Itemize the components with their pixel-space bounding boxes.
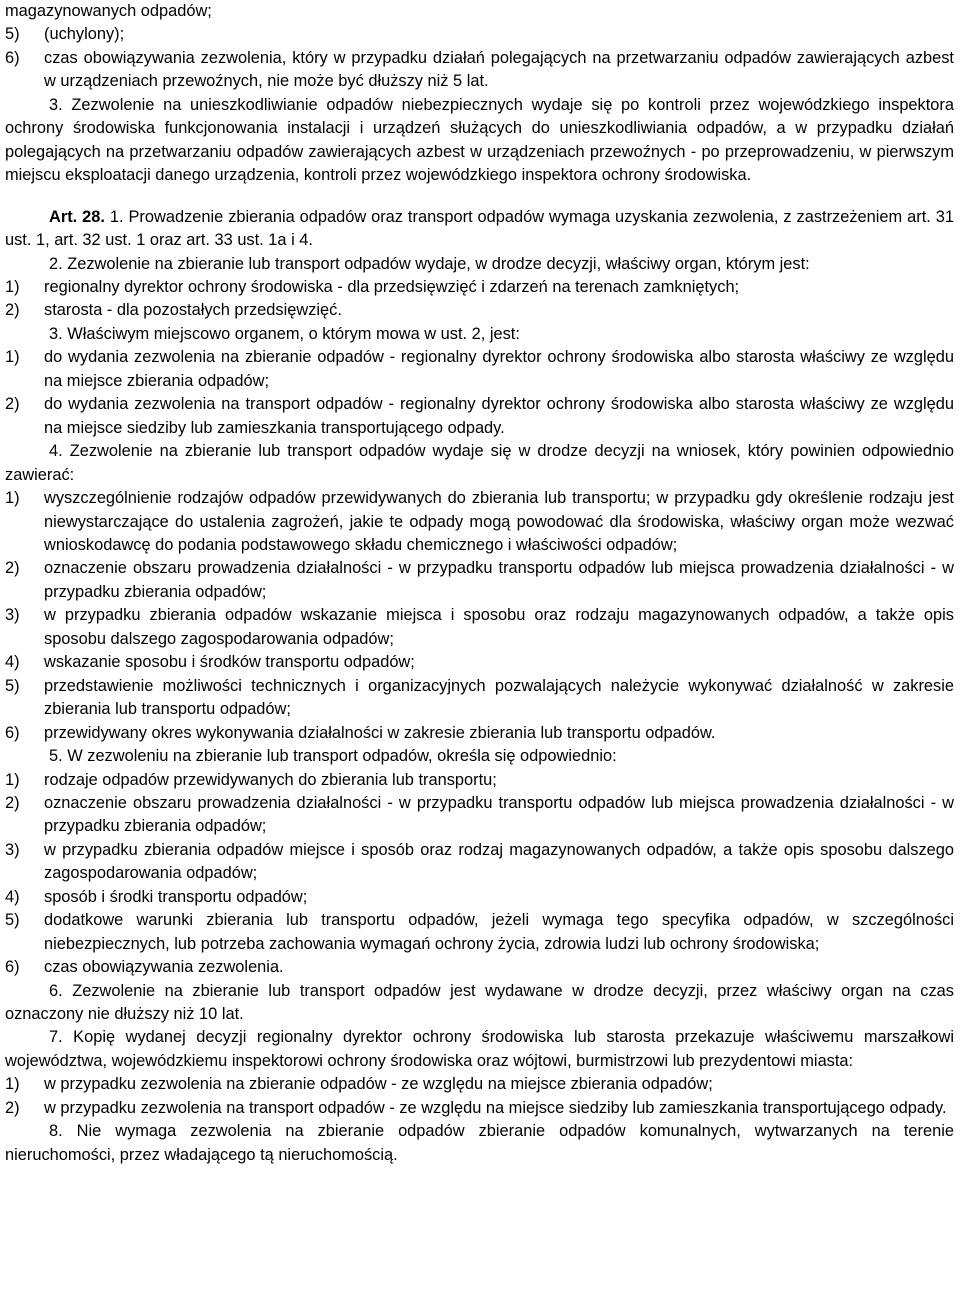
list-item — [5, 557, 954, 604]
item-text: w przypadku zbierania odpadów miejsce i sposób oraz rodzaj magazynowanych odpadów, a także opis sposobu dalszego zagospodarowania odpadów; — [44, 840, 954, 883]
item-number: 1) — [5, 277, 20, 296]
item-text: wskazanie sposobu i środków transportu odpadów; — [44, 653, 415, 672]
list-item — [5, 393, 954, 440]
list-item — [5, 839, 954, 886]
item-number: 2) — [5, 1098, 20, 1117]
item-text: sposób i środki transportu odpadów; — [44, 887, 308, 906]
item-number: 1) — [5, 770, 20, 789]
list-item — [5, 1097, 954, 1120]
list-item — [5, 299, 954, 322]
item-number: 6) — [5, 723, 20, 742]
item-number: 5) — [5, 25, 20, 44]
list-item — [5, 276, 954, 299]
list-item — [5, 47, 954, 94]
item-number: 1) — [5, 1075, 20, 1094]
item-text: regionalny dyrektor ochrony środowiska - dla przedsięwzięć i zdarzeń na terenach zamkniętych; — [44, 277, 740, 296]
item-number: 3) — [5, 840, 20, 859]
item-number: 6) — [5, 48, 20, 67]
item-number: 2) — [5, 559, 20, 578]
item-text: starosta - dla pozostałych przedsięwzięć. — [44, 301, 342, 320]
item-number: 6) — [5, 958, 20, 977]
item-text: (uchylony); — [44, 25, 125, 44]
article-28-ust-8: 8. Nie wymaga zezwolenia na zbieranie odpadów zbieranie odpadów komunalnych, wytwarzanych na terenie nieruchomości, przez władającego tą nieruchomością. — [5, 1122, 954, 1164]
article-28-ust-1 — [5, 206, 954, 253]
item-text: czas obowiązywania zezwolenia. — [44, 958, 284, 977]
list-item — [5, 675, 954, 722]
article-label: Art. 28. — [49, 207, 105, 226]
item-number: 1) — [5, 348, 20, 367]
list-item — [5, 956, 954, 979]
item-text: czas obowiązywania zezwolenia, który w przypadku działań polegających na przetwarzaniu odpadów zawierających azbest w urządzeniach przewoźnych, nie może być dłuższy niż 5 lat. — [44, 48, 954, 91]
list-item — [5, 1073, 954, 1096]
item-number: 2) — [5, 301, 20, 320]
item-number: 1) — [5, 489, 20, 508]
item-number: 2) — [5, 793, 20, 812]
item-number: 5) — [5, 676, 20, 695]
article-28-ust-6: 6. Zezwolenie na zbieranie lub transport odpadów jest wydawane w drodze decyzji, przez właściwy organ na czas oznaczony nie dłuższy niż 10 lat. — [5, 981, 954, 1024]
item-number: 4) — [5, 887, 20, 906]
item-text: oznaczenie obszaru prowadzenia działalności - w przypadku transportu odpadów lub miejsca prowadzenia działalności - w przypadku zbierania odpadów; — [44, 793, 954, 836]
item-text: przewidywany okres wykonywania działalności w zakresie zbierania lub transportu odpadów. — [44, 723, 716, 742]
article-28-ust-5: 5. W zezwoleniu na zbieranie lub transport odpadów, określa się odpowiednio: — [49, 747, 617, 766]
list-item — [5, 769, 954, 792]
article-28-ust-3: 3. Właściwym miejscowo organem, o którym mowa w ust. 2, jest: — [49, 324, 520, 343]
list-item — [5, 651, 954, 674]
article-28-ust-7: 7. Kopię wydanej decyzji regionalny dyrektor ochrony środowiska lub starosta przekazuje właściwemu marszałkowi województwa, wojewódzkiemu inspektorowi ochrony środowiska oraz wójtowi, burmistrzowi lub prezydentowi miasta: — [5, 1028, 954, 1070]
item-number: 3) — [5, 606, 20, 625]
item-text: dodatkowe warunki zbierania lub transportu odpadów, jeżeli wymaga tego specyfika odpadów, w szczególności niebezpiecznych, lub potrzeba zachowania wymagań ochrony życia, zdrowia ludzi lub ochrony środowiska; — [44, 911, 954, 953]
list-item — [5, 604, 954, 651]
item-number: 5) — [5, 911, 20, 930]
paragraph-fragment: magazynowanych odpadów; — [5, 2, 212, 20]
item-text: w przypadku zbierania odpadów wskazanie miejsca i sposobu oraz rodzaju magazynowanych odpadów, a także opis sposobu dalszego zagospodarowania odpadów; — [44, 606, 954, 648]
list-item — [5, 792, 954, 839]
paragraph-ust-3: 3. Zezwolenie na unieszkodliwianie odpadów niebezpiecznych wydaje się po kontroli przez wojewódzkiego inspektora ochrony środowiska funkcjonowania instalacji i urządzeń służących do unieszkodliwiania odpadów, a w przypadku działań polegających na przetwarzaniu odpadów zawierających azbest w urządzeniach przewoźnych - po przeprowadzeniu, w pierwszym miejscu eksploatacji danego urządzenia, kontroli przez wojewódzkiego inspektora ochrony środowiska. — [5, 95, 954, 185]
item-text: w przypadku zezwolenia na zbieranie odpadów - ze względu na miejsce zbierania odpadów; — [44, 1075, 713, 1094]
item-text: do wydania zezwolenia na zbieranie odpadów - regionalny dyrektor ochrony środowiska albo starosta właściwy ze względu na miejsce zbierania odpadów; — [44, 348, 954, 390]
list-item — [5, 909, 954, 956]
item-text: do wydania zezwolenia na transport odpadów - regionalny dyrektor ochrony środowiska albo starosta właściwy ze względu na miejsce siedziby lub zamieszkania transportującego odpady. — [44, 395, 954, 437]
item-number: 4) — [5, 653, 20, 672]
item-text: przedstawienie możliwości technicznych i organizacyjnych pozwalających należycie wykonywać działalność w zakresie zbierania lub transportu odpadów; — [44, 676, 954, 719]
list-item — [5, 23, 954, 46]
item-text: oznaczenie obszaru prowadzenia działalności - w przypadku transportu odpadów lub miejsca prowadzenia działalności - w przypadku zbierania odpadów; — [44, 559, 954, 601]
article-28-ust-2: 2. Zezwolenie na zbieranie lub transport odpadów wydaje, w drodze decyzji, właściwy organ, którym jest: — [49, 254, 810, 273]
item-number: 2) — [5, 395, 20, 414]
list-item — [5, 886, 954, 909]
spacer — [5, 188, 954, 206]
list-item — [5, 722, 954, 745]
article-text: 1. Prowadzenie zbierania odpadów oraz transport odpadów wymaga uzyskania zezwolenia, z zastrzeżeniem art. 31 ust. 1, art. 32 ust. 1 oraz art. 33 ust. 1a i 4. — [5, 207, 954, 250]
article-28-ust-4: 4. Zezwolenie na zbieranie lub transport odpadów wydaje się w drodze decyzji na wniosek, który powinien odpowiednio zawierać: — [5, 442, 954, 484]
list-item — [5, 346, 954, 393]
item-text: w przypadku zezwolenia na transport odpadów - ze względu na miejsce siedziby lub zamieszkania transportującego odpady. — [44, 1098, 947, 1117]
item-text: wyszczególnienie rodzajów odpadów przewidywanych do zbierania lub transportu; w przypadku gdy określenie rodzaju jest niewystarczające do ustalenia zagrożeń, jakie te odpady mogą powodować dla środowiska, właściwy organ może wezwać wnioskodawcę do podania podstawowego składu chemicznego i właściwości odpadów; — [44, 489, 954, 554]
list-item — [5, 487, 954, 557]
item-text: rodzaje odpadów przewidywanych do zbierania lub transportu; — [44, 770, 497, 789]
